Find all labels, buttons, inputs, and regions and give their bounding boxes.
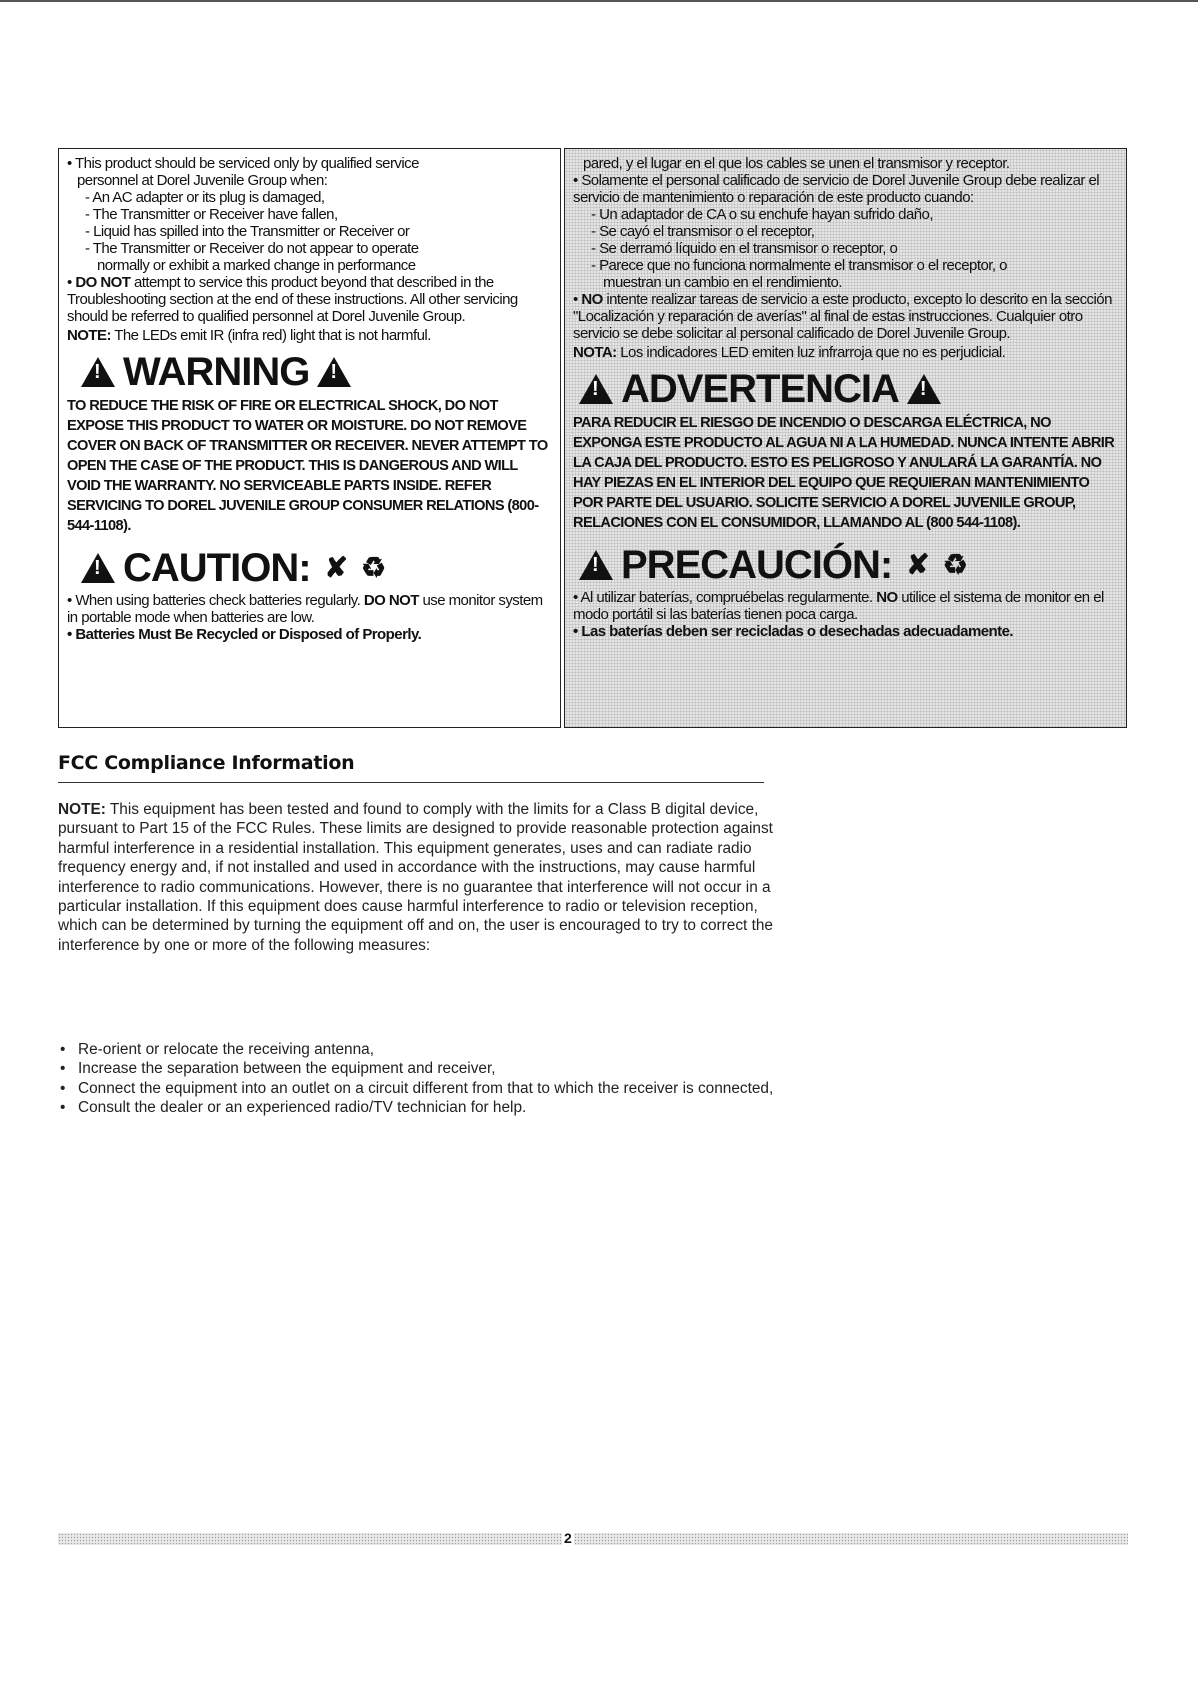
list-item: • Connect the equipment into an outlet on a circuit different from that to which the receiver is connected, xyxy=(58,1079,778,1098)
precaucion-text-1: Al utilizar baterías, compruébelas regularmente. xyxy=(580,589,877,606)
note-text: The LEDs emit IR (infra red) light that is not harmful. xyxy=(110,327,431,344)
caution-recycle: • Batteries Must Be Recycled or Disposed of Properly. xyxy=(67,626,422,643)
advertencia-body: PARA REDUCIR EL RIESGO DE INCENDIO O DESCARGA ELÉCTRICA, NO EXPONGA ESTE PRODUCTO AL AGUA NI A LA HUMEDAD. NUNCA INTENTE ABRIR LA CAJA DEL PRODUCTO. ESTO ES PELIGROSO Y ANULARÁ LA GARANTÍA. NO HAY PIEZAS EN EL INTERIOR DEL EQUIPO QUE REQUIERAN MANTENIMIENTO POR PARTE DEL USUARIO. SOLICITE SERVICIO A DOREL JUVENILE GROUP, RELACIONES CON EL CONSUMIDOR, LLAMANDO AL (800 544-1108). xyxy=(573,415,1115,531)
advertencia-heading xyxy=(579,367,1118,411)
service-intro: • Solamente el personal calificado de servicio de Dorel Juvenile Group debe realizar el servicio de mantenimiento o reparación de este producto cuando: xyxy=(573,172,1100,206)
intro-line: pared, y el lugar en el que los cables se unen el transmisor y receptor. xyxy=(583,155,1010,172)
advertencia-title: ADVERTENCIA xyxy=(621,367,899,411)
fcc-measures-list xyxy=(58,1040,778,1118)
precaucion-title: PRECAUCIÓN: xyxy=(621,543,893,587)
recycle-icon: ♻ xyxy=(942,549,967,580)
warning-title: WARNING xyxy=(123,350,310,394)
nota-text: Los indicadores LED emiten luz infrarroja que no es perjudicial. xyxy=(616,344,1006,361)
precaucion-text: • Al utilizar baterías, compruébelas regularmente. NO utilice el sistema de monitor en el modo portátil si las baterías tienen poca carga. xyxy=(573,589,1104,623)
warning-triangle-icon xyxy=(81,553,115,583)
crossed-bin-icon: ✘ xyxy=(906,549,929,580)
service-item: normally or exhibit a marked change in performance xyxy=(97,257,416,274)
nota-label: NOTA: xyxy=(573,344,617,361)
no-label: NO xyxy=(581,291,603,308)
note-label: NOTE: xyxy=(67,327,111,344)
service-item: - Parece que no funciona normalmente el transmisor o el receptor, o xyxy=(591,257,1007,274)
service-intro-cont: personnel at Dorel Juvenile Group when: xyxy=(77,172,328,189)
list-item: • Increase the separation between the equipment and receiver, xyxy=(58,1059,778,1078)
warning-triangle-icon xyxy=(317,357,351,387)
do-not-paragraph: • DO NOT attempt to service this product beyond that described in the Troubleshooting section at the end of these instructions. All other servicing should be referred to qualified personnel at Dorel Juvenile Group. xyxy=(67,274,518,325)
footer-bar xyxy=(58,1533,1128,1545)
spanish-safety-box xyxy=(564,148,1127,728)
do-not-text: attempt to service this product beyond that described in the Troubleshooting section at the end of these instructions. All other servicing should be referred to qualified personnel at Dorel Juvenile Group. xyxy=(67,274,518,325)
caution-text-1: When using batteries check batteries regularly. xyxy=(75,592,364,609)
do-not-label: DO NOT xyxy=(75,274,131,291)
precaucion-no: NO xyxy=(876,589,898,606)
caution-heading xyxy=(81,546,552,590)
list-item: • Consult the dealer or an experienced radio/TV technician for help. xyxy=(58,1098,778,1117)
fcc-title: FCC Compliance Information xyxy=(58,752,355,774)
crossed-bin-icon: ✘ xyxy=(324,552,347,583)
warning-triangle-icon xyxy=(81,357,115,387)
fcc-body-text: This equipment has been tested and found to comply with the limits for a Class B digital device, pursuant to Part 15 of the FCC Rules. These limits are designed to provide reasonable protection against harmful interference in a residential installation. This equipment generates, uses and can radiate radio frequency energy and, if not installed and used in accordance with the instructions, may cause harmful interference to radio communications. However, there is no guarantee that interference will not occur in a particular installation. If this equipment does cause harmful interference to radio or television reception, which can be determined by turning the equipment off and on, the user is encouraged to try to correct the interference by one or more of the following measures: xyxy=(58,801,773,954)
no-text: intente realizar tareas de servicio a este producto, excepto lo descrito en la sección "Localización y reparación de averías" al final de estas instrucciones. Cualquier otro servicio se debe solicitar al personal calificado de Dorel Juvenile Group. xyxy=(573,291,1112,342)
warning-body: TO REDUCE THE RISK OF FIRE OR ELECTRICAL SHOCK, DO NOT EXPOSE THIS PRODUCT TO WATER OR MOISTURE. DO NOT REMOVE COVER ON BACK OF TRANSMITTER OR RECEIVER. NEVER ATTEMPT TO OPEN THE CASE OF THE PRODUCT. THIS IS DANGEROUS AND WILL VOID THE WARRANTY. NO SERVICEABLE PARTS INSIDE. REFER SERVICING TO DOREL JUVENILE GROUP CONSUMER RELATIONS (800-544-1108). xyxy=(67,398,548,534)
english-safety-box xyxy=(58,148,561,728)
no-paragraph: • NO intente realizar tareas de servicio a este producto, excepto lo descrito en la sección "Localización y reparación de averías" al final de estas instrucciones. Cualquier otro servicio se debe solicitar al personal calificado de Dorel Juvenile Group. xyxy=(573,291,1112,342)
service-item: - Se derramó líquido en el transmisor o receptor, o xyxy=(591,240,898,257)
warning-triangle-icon xyxy=(907,374,941,404)
precaucion-text-2: utilice el sistema de monitor en el modo portátil si las baterías tienen poca carga. xyxy=(573,589,1104,623)
nota-paragraph xyxy=(573,344,1118,361)
caution-text-2: use monitor system in portable mode when batteries are low. xyxy=(67,592,543,626)
service-item: - The Transmitter or Receiver have fallen, xyxy=(85,206,338,223)
fcc-note-label: NOTE: xyxy=(58,801,106,818)
precaucion-recycle-text: Las baterías deben ser recicladas o desechadas adecuadamente. xyxy=(581,623,1014,640)
caution-title: CAUTION: xyxy=(123,546,311,590)
warning-heading xyxy=(81,350,552,394)
caution-do-not: DO NOT xyxy=(363,592,419,609)
service-item: - An AC adapter or its plug is damaged, xyxy=(85,189,325,206)
fcc-body xyxy=(58,800,778,955)
precaucion-recycle: • Las baterías deben ser recicladas o desechadas adecuadamente. xyxy=(573,623,1014,640)
fcc-divider xyxy=(58,782,764,783)
service-item: muestran un cambio en el rendimiento. xyxy=(603,274,842,291)
note-paragraph xyxy=(67,327,552,344)
service-item: - Un adaptador de CA o su enchufe hayan sufrido daño, xyxy=(591,206,933,223)
warning-triangle-icon xyxy=(579,374,613,404)
page-number: 2 xyxy=(564,1530,572,1546)
warning-triangle-icon xyxy=(579,550,613,580)
list-item: • Re-orient or relocate the receiving antenna, xyxy=(58,1040,778,1059)
service-item: - Se cayó el transmisor o el receptor, xyxy=(591,223,815,240)
caution-text: • When using batteries check batteries regularly. DO NOT use monitor system in portable mode when batteries are low. xyxy=(67,592,543,626)
service-item: - The Transmitter or Receiver do not appear to operate xyxy=(85,240,419,257)
service-item: - Liquid has spilled into the Transmitter or Receiver or xyxy=(85,223,410,240)
service-intro: • This product should be serviced only by qualified service xyxy=(67,155,419,172)
precaucion-heading xyxy=(579,543,1118,587)
recycle-icon: ♻ xyxy=(361,552,386,583)
caution-recycle-text: Batteries Must Be Recycled or Disposed of Properly. xyxy=(75,626,422,643)
top-rule xyxy=(0,0,1198,2)
